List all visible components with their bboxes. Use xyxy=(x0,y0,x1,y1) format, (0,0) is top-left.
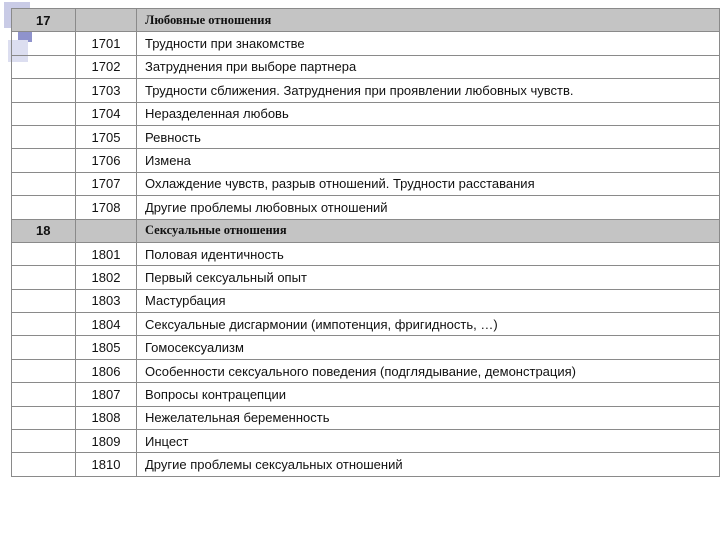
table-row xyxy=(12,406,720,429)
empty-cell xyxy=(12,102,76,125)
row-code: 1706 xyxy=(76,149,137,172)
row-label: Мастурбация xyxy=(137,289,720,312)
section-header-row xyxy=(12,9,720,32)
row-code: 1802 xyxy=(76,266,137,289)
empty-cell xyxy=(12,406,76,429)
empty-cell xyxy=(12,149,76,172)
table-row xyxy=(12,242,720,265)
empty-cell xyxy=(12,79,76,102)
table-row xyxy=(12,196,720,219)
empty-cell xyxy=(12,453,76,476)
table-row xyxy=(12,125,720,148)
row-code: 1808 xyxy=(76,406,137,429)
empty-cell xyxy=(12,289,76,312)
table-row xyxy=(12,359,720,382)
row-label: Нежелательная беременность xyxy=(137,406,720,429)
row-code: 1805 xyxy=(76,336,137,359)
section-header-row xyxy=(12,219,720,242)
section-number: 17 xyxy=(12,9,76,32)
row-label: Ревность xyxy=(137,125,720,148)
table-row xyxy=(12,55,720,78)
row-code: 1705 xyxy=(76,125,137,148)
row-label: Инцест xyxy=(137,430,720,453)
row-code: 1702 xyxy=(76,55,137,78)
table-row xyxy=(12,313,720,336)
row-code: 1804 xyxy=(76,313,137,336)
row-code: 1703 xyxy=(76,79,137,102)
row-code: 1810 xyxy=(76,453,137,476)
empty-cell xyxy=(12,32,76,55)
table-row xyxy=(12,79,720,102)
section-title: Сексуальные отношения xyxy=(137,219,720,242)
row-label: Другие проблемы любовных отношений xyxy=(137,196,720,219)
section-number: 18 xyxy=(12,219,76,242)
row-code: 1806 xyxy=(76,359,137,382)
row-label: Особенности сексуального поведения (подглядывание, демонстрация) xyxy=(137,359,720,382)
table-row xyxy=(12,336,720,359)
row-label: Половая идентичность xyxy=(137,242,720,265)
empty-cell xyxy=(12,242,76,265)
empty-cell xyxy=(12,125,76,148)
table-row xyxy=(12,102,720,125)
table-row xyxy=(12,266,720,289)
row-code: 1701 xyxy=(76,32,137,55)
problem-codes-table xyxy=(11,8,720,477)
section-code-cell xyxy=(76,219,137,242)
row-label: Охлаждение чувств, разрыв отношений. Трудности расставания xyxy=(137,172,720,195)
table-row xyxy=(12,149,720,172)
row-label: Трудности при знакомстве xyxy=(137,32,720,55)
row-label: Вопросы контрацепции xyxy=(137,383,720,406)
row-code: 1704 xyxy=(76,102,137,125)
empty-cell xyxy=(12,266,76,289)
row-label: Сексуальные дисгармонии (импотенция, фригидность, …) xyxy=(137,313,720,336)
row-code: 1707 xyxy=(76,172,137,195)
row-code: 1807 xyxy=(76,383,137,406)
empty-cell xyxy=(12,430,76,453)
row-label: Трудности сближения. Затруднения при проявлении любовных чувств. xyxy=(137,79,720,102)
row-label: Первый сексуальный опыт xyxy=(137,266,720,289)
empty-cell xyxy=(12,359,76,382)
empty-cell xyxy=(12,336,76,359)
row-label: Гомосексуализм xyxy=(137,336,720,359)
section-title: Любовные отношения xyxy=(137,9,720,32)
row-label: Другие проблемы сексуальных отношений xyxy=(137,453,720,476)
empty-cell xyxy=(12,55,76,78)
table-row xyxy=(12,383,720,406)
table-row xyxy=(12,172,720,195)
section-code-cell xyxy=(76,9,137,32)
table-row xyxy=(12,289,720,312)
row-code: 1801 xyxy=(76,242,137,265)
empty-cell xyxy=(12,172,76,195)
table-row xyxy=(12,453,720,476)
row-code: 1803 xyxy=(76,289,137,312)
row-code: 1809 xyxy=(76,430,137,453)
empty-cell xyxy=(12,196,76,219)
table-row xyxy=(12,430,720,453)
row-label: Затруднения при выборе партнера xyxy=(137,55,720,78)
table-row xyxy=(12,32,720,55)
row-label: Неразделенная любовь xyxy=(137,102,720,125)
empty-cell xyxy=(12,313,76,336)
row-code: 1708 xyxy=(76,196,137,219)
empty-cell xyxy=(12,383,76,406)
row-label: Измена xyxy=(137,149,720,172)
